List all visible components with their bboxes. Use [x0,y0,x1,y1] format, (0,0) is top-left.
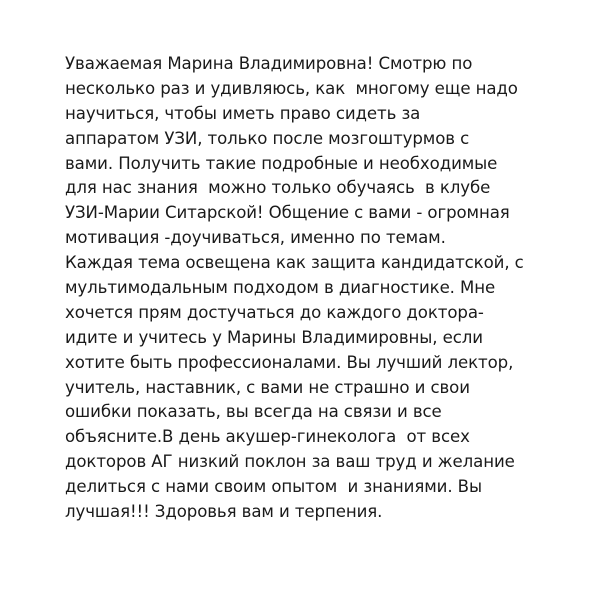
text-line: несколько раз и удивляюсь, как многому еще надо [65,78,518,98]
text-line: лучшая!!! Здоровья вам и терпения. [65,502,383,522]
text-line: хотите быть профессионалами. Вы лучший лектор, [65,352,514,372]
text-line: делиться с нами своим опытом и знаниями. Вы [65,477,482,497]
text-line: Уважаемая Марина Владимировна! Смотрю по [65,54,473,73]
text-line: для нас знания можно только обучаясь в клубе [65,178,491,198]
text-line: научиться, чтобы иметь право сидеть за [65,103,421,123]
testimonial-text [65,52,585,525]
text-line: мультимодальным подходом в диагностике. Мне [65,278,496,298]
text-line: учитель, наставник, с вами не страшно и свои [65,377,470,397]
text-line: объясните.В день акушер-гинеколога от всех [65,427,470,447]
text-line: мотивация -доучиваться, именно по темам. [65,228,446,248]
text-line: Каждая тема освещена как защита кандидатской, с [65,253,524,273]
text-line: идите и учитесь у Марины Владимировны, если [65,327,483,347]
text-line: ошибки показать, вы всегда на связи и все [65,402,442,422]
text-line: хочется прям достучаться до каждого доктора- [65,302,484,322]
text-line: аппаратом УЗИ, только после мозгоштурмов с [65,128,470,148]
text-line: вами. Получить такие подробные и необходимые [65,153,498,173]
text-line: УЗИ-Марии Ситарской! Общение с вами - огромная [65,203,510,223]
text-line: докторов АГ низкий поклон за ваш труд и желание [65,452,515,472]
